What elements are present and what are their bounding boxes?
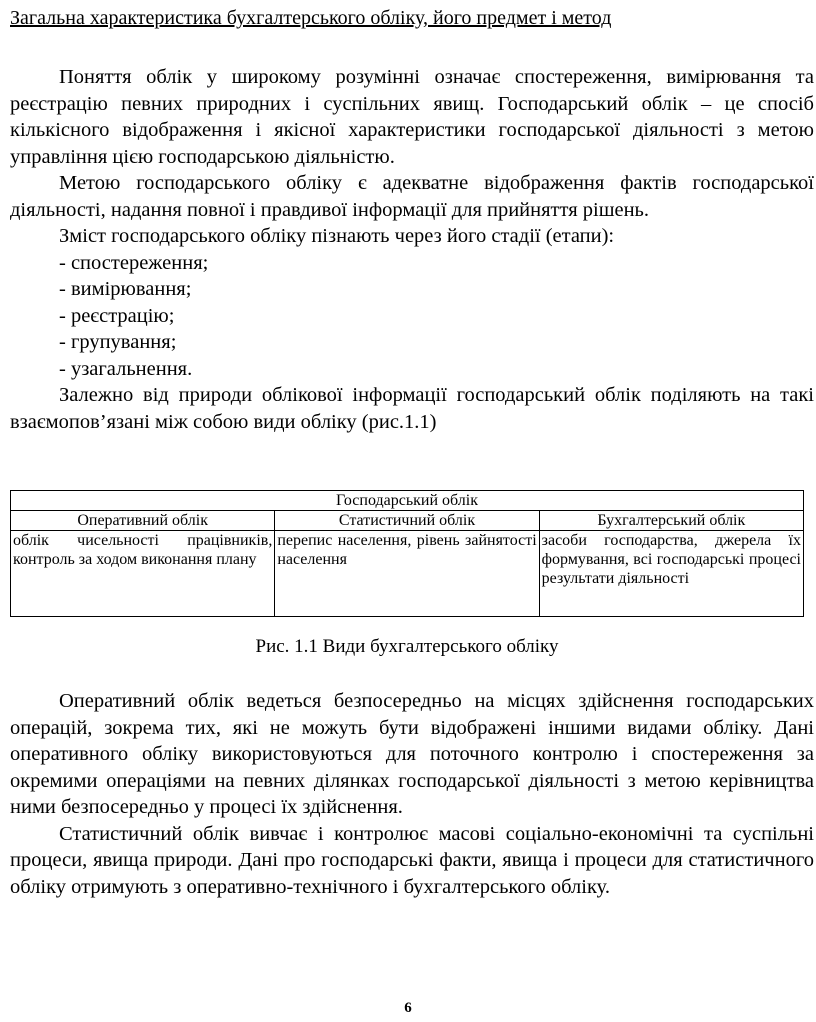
statistical-description: перепис населення, рівень зайнятості населення — [275, 531, 539, 617]
stage-item: - групування; — [59, 331, 177, 353]
stage-item: - вимірювання; — [59, 278, 192, 300]
stage-item: - узагальнення. — [59, 357, 193, 380]
paragraph-definition: Поняття облік у широкому розумінні означає спостереження, вимірювання та реєстрацію певних природних і суспільних явищ. Господарський облік – це спосіб кількісного відображення і якісної характеристики господарської діяльності з метою управління цією господарською діяльністю. — [10, 66, 814, 168]
types-text — [10, 688, 814, 900]
stage-item: - реєстрацію; — [59, 304, 175, 327]
intro-text — [10, 64, 814, 435]
column-statistical: Статистичний облік — [275, 511, 539, 531]
paragraph-types-intro: Залежно від природи облікової інформації господарський облік поділяють на такі взаємопов’язані між собою види обліку (рис.1.1) — [10, 384, 814, 433]
figure-caption: Рис. 1.1 Види бухгалтерського обліку — [255, 636, 559, 657]
paragraph-goal: Метою господарського обліку є адекватне відображення фактів господарської діяльності, надання повної і правдивої інформації для прийняття рішень. — [10, 172, 814, 221]
paragraph-operational: Оперативний облік ведеться безпосередньо на місцях здійснення господарських операцій, зокрема тих, які не можуть бути відображені іншими видами обліку. Дані оперативного обліку використовуються для поточного контролю і спостереження за окремими операціями на певних ділянках господарської діяльності з метою керівництва ними безпосередньо у процесі їх здійснення. — [10, 690, 814, 818]
operational-description: облік чисельності працівників, контроль за ходом виконання плану — [11, 531, 275, 617]
section-title: Загальна характеристика бухгалтерського обліку, його предмет і метод — [10, 7, 612, 29]
column-accounting: Бухгалтерський облік — [539, 511, 803, 531]
accounting-types-figure — [10, 490, 804, 617]
accounting-description: засоби господарства, джерела їх формування, всі господарські процесі результати діяльності — [539, 531, 803, 617]
column-operational: Оперативний облік — [11, 511, 275, 531]
paragraph-statistical: Статистичний облік вивчає і контролює масові соціально-економічні та суспільні процеси, явища природи. Дані про господарські факти, явища і процеси для статистичного обліку отримують з оперативно-технічного і бухгалтерського обліку. — [10, 822, 814, 898]
page-number: 6 — [404, 1000, 412, 1016]
stage-item: - спостереження; — [59, 251, 209, 274]
figure-header: Господарський облік — [11, 491, 804, 511]
paragraph-stages-intro: Зміст господарського обліку пізнають через його стадії (етапи): — [59, 225, 615, 247]
